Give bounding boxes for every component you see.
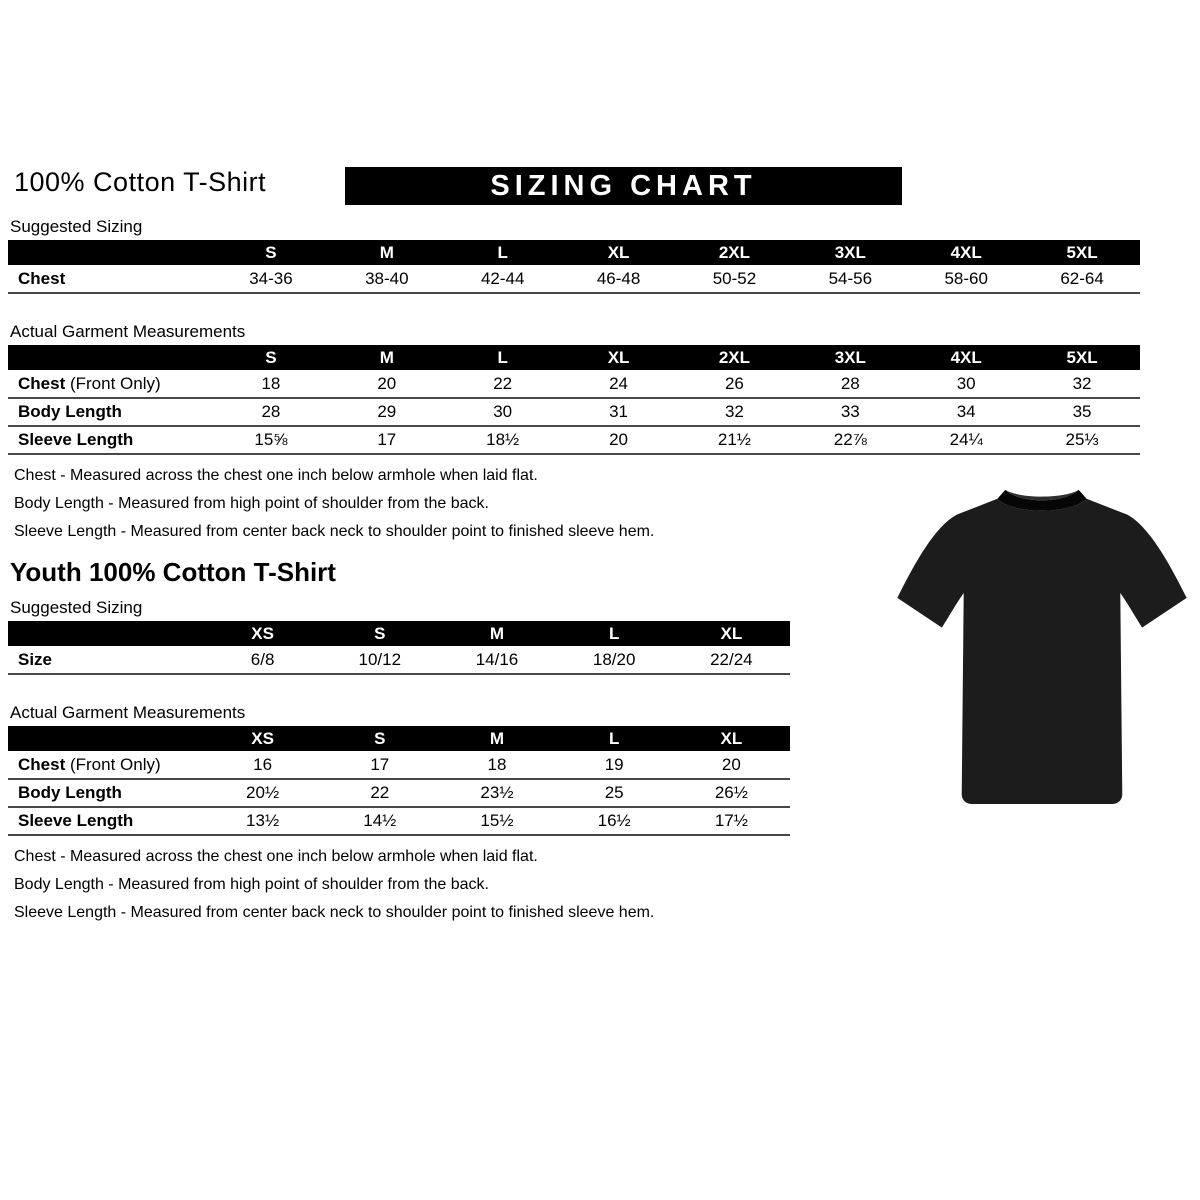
header-bar	[8, 167, 1200, 209]
size-column-header: M	[329, 345, 445, 370]
tshirt-product-image	[893, 477, 1191, 809]
table-row	[8, 426, 1140, 454]
sizing-chart-banner	[345, 167, 902, 205]
measurement-cell: 62-64	[1024, 265, 1140, 293]
size-column-header: 3XL	[792, 345, 908, 370]
note-sleeve-length: Sleeve Length - Measured from center back neck to shoulder point to finished sleeve hem.	[14, 523, 655, 540]
measurement-cell: 35	[1024, 398, 1140, 426]
measurement-cell: 22⅞	[792, 426, 908, 454]
youth-actual-measurements-label: Actual Garment Measurements	[10, 703, 246, 722]
table-row	[8, 265, 1140, 293]
size-column-header: XS	[204, 726, 321, 751]
size-column-header: 3XL	[792, 240, 908, 265]
measurement-cell: 17	[321, 751, 438, 779]
table-row	[8, 751, 790, 779]
adult-suggested-table	[8, 240, 1140, 294]
measurement-cell: 18	[438, 751, 555, 779]
row-label-cell: Sleeve Length	[8, 807, 204, 835]
size-header-row	[8, 621, 790, 646]
note-chest: Chest - Measured across the chest one inch below armhole when laid flat.	[14, 848, 538, 865]
header-corner-cell	[8, 240, 213, 265]
measurement-cell: 31	[561, 398, 677, 426]
sizing-chart-banner-label: SIZING CHART	[490, 169, 757, 202]
tshirt-graphic	[893, 477, 1191, 809]
measurement-cell: 30	[445, 398, 561, 426]
row-label-cell: Sleeve Length	[8, 426, 213, 454]
page-title: 100% Cotton T-Shirt	[14, 167, 267, 197]
measurement-cell: 20½	[204, 779, 321, 807]
measurement-cell: 22	[445, 370, 561, 398]
measurement-cell: 29	[329, 398, 445, 426]
youth-suggested-table	[8, 621, 790, 675]
size-header-row	[8, 345, 1140, 370]
measurement-cell: 20	[329, 370, 445, 398]
header-corner-cell	[8, 345, 213, 370]
size-column-header: 2XL	[677, 345, 793, 370]
measurement-cell: 34-36	[213, 265, 329, 293]
measurement-cell: 24¼	[908, 426, 1024, 454]
measurement-cell: 6/8	[204, 646, 321, 674]
note-sleeve-length: Sleeve Length - Measured from center back neck to shoulder point to finished sleeve hem.	[14, 904, 655, 921]
measurement-cell: 16	[204, 751, 321, 779]
size-column-header: XL	[673, 726, 790, 751]
size-column-header: XS	[204, 621, 321, 646]
measurement-cell: 22	[321, 779, 438, 807]
measurement-cell: 14/16	[438, 646, 555, 674]
measurement-cell: 22/24	[673, 646, 790, 674]
size-column-header: L	[556, 726, 673, 751]
measurement-cell: 32	[1024, 370, 1140, 398]
measurement-cell: 13½	[204, 807, 321, 835]
size-column-header: L	[556, 621, 673, 646]
measurement-cell: 50-52	[677, 265, 793, 293]
size-header-row	[8, 726, 790, 751]
measurement-cell: 21½	[677, 426, 793, 454]
measurement-cell: 28	[792, 370, 908, 398]
row-label-cell: Size	[8, 646, 204, 674]
table-row	[8, 370, 1140, 398]
measurement-cell: 18	[213, 370, 329, 398]
note-body-length: Body Length - Measured from high point of shoulder from the back.	[14, 876, 489, 893]
size-column-header: XL	[673, 621, 790, 646]
note-body-length: Body Length - Measured from high point of shoulder from the back.	[14, 495, 489, 512]
adult-actual-table	[8, 345, 1140, 455]
measurement-cell: 16½	[556, 807, 673, 835]
table-row	[8, 807, 790, 835]
table-row	[8, 779, 790, 807]
measurement-cell: 20	[673, 751, 790, 779]
table-row	[8, 398, 1140, 426]
measurement-cell: 54-56	[792, 265, 908, 293]
measurement-cell: 32	[677, 398, 793, 426]
measurement-cell: 15⅝	[213, 426, 329, 454]
measurement-cell: 25	[556, 779, 673, 807]
size-column-header: M	[438, 726, 555, 751]
size-column-header: S	[321, 726, 438, 751]
size-column-header: 4XL	[908, 240, 1024, 265]
size-column-header: 5XL	[1024, 345, 1140, 370]
measurement-cell: 24	[561, 370, 677, 398]
measurement-cell: 58-60	[908, 265, 1024, 293]
measurement-cell: 28	[213, 398, 329, 426]
table-row	[8, 646, 790, 674]
measurement-cell: 46-48	[561, 265, 677, 293]
measurement-cell: 17	[329, 426, 445, 454]
row-label-cell: Chest (Front Only)	[8, 751, 204, 779]
measurement-cell: 20	[561, 426, 677, 454]
row-label-cell: Body Length	[8, 398, 213, 426]
size-column-header: S	[321, 621, 438, 646]
size-header-row	[8, 240, 1140, 265]
size-column-header: S	[213, 240, 329, 265]
row-label-cell: Chest	[8, 265, 213, 293]
measurement-cell: 25⅓	[1024, 426, 1140, 454]
measurement-cell: 15½	[438, 807, 555, 835]
measurement-cell: 18½	[445, 426, 561, 454]
measurement-cell: 30	[908, 370, 1024, 398]
row-label-cell: Chest (Front Only)	[8, 370, 213, 398]
size-column-header: 4XL	[908, 345, 1024, 370]
measurement-cell: 10/12	[321, 646, 438, 674]
measurement-cell: 14½	[321, 807, 438, 835]
size-column-header: M	[438, 621, 555, 646]
measurement-cell: 23½	[438, 779, 555, 807]
size-column-header: S	[213, 345, 329, 370]
measurement-cell: 17½	[673, 807, 790, 835]
size-column-header: XL	[561, 345, 677, 370]
measurement-cell: 42-44	[445, 265, 561, 293]
youth-section-title: Youth 100% Cotton T-Shirt	[10, 557, 336, 587]
adult-actual-measurements-label: Actual Garment Measurements	[10, 322, 246, 341]
adult-suggested-sizing-label: Suggested Sizing	[10, 217, 143, 236]
measurement-cell: 26	[677, 370, 793, 398]
measurement-cell: 33	[792, 398, 908, 426]
size-column-header: L	[445, 240, 561, 265]
size-column-header: L	[445, 345, 561, 370]
size-column-header: 5XL	[1024, 240, 1140, 265]
measurement-cell: 26½	[673, 779, 790, 807]
youth-actual-table	[8, 726, 790, 836]
header-corner-cell	[8, 726, 204, 751]
size-column-header: M	[329, 240, 445, 265]
row-label-cell: Body Length	[8, 779, 204, 807]
measurement-cell: 34	[908, 398, 1024, 426]
youth-suggested-sizing-label: Suggested Sizing	[10, 598, 143, 617]
measurement-cell: 38-40	[329, 265, 445, 293]
measurement-cell: 18/20	[556, 646, 673, 674]
measurement-cell: 19	[556, 751, 673, 779]
size-column-header: 2XL	[677, 240, 793, 265]
header-corner-cell	[8, 621, 204, 646]
note-chest: Chest - Measured across the chest one inch below armhole when laid flat.	[14, 467, 538, 484]
youth-notes	[8, 848, 1200, 922]
size-column-header: XL	[561, 240, 677, 265]
